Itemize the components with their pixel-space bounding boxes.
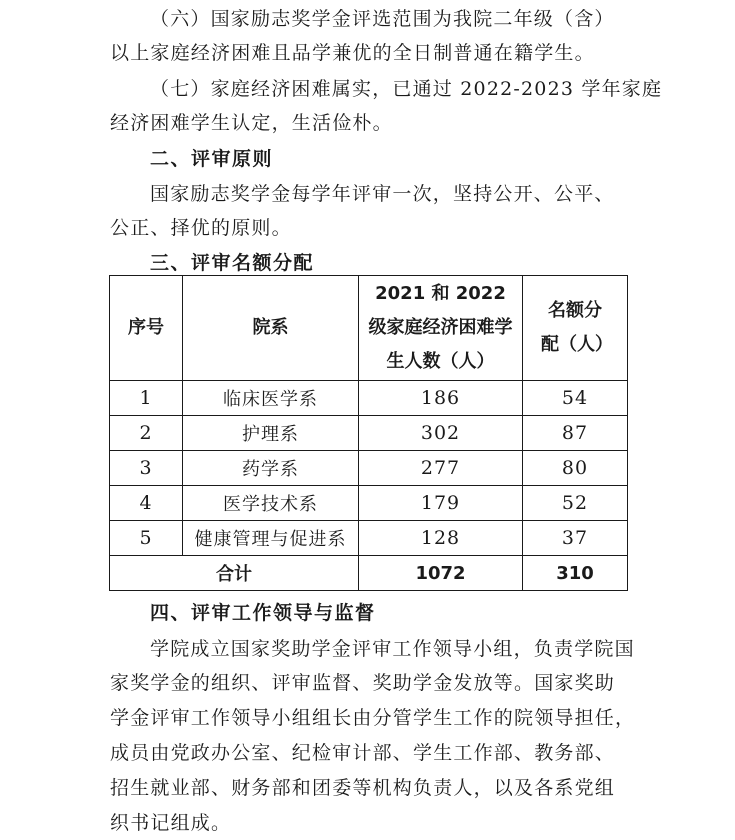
cell-students: 128 [359, 521, 523, 556]
section-heading-leadership: 四、评审工作领导与监督 [150, 602, 376, 624]
section-heading-principles: 二、评审原则 [150, 148, 274, 170]
leadership-line-4: 成员由党政办公室、纪检审计部、学生工作部、教务部、 [110, 742, 616, 764]
cell-quota: 54 [523, 381, 628, 416]
leadership-line-3: 学金评审工作领导小组组长由分管学生工作的院领导担任， [110, 707, 636, 729]
cell-students: 186 [359, 381, 523, 416]
table-row [110, 381, 628, 416]
cell-dept: 护理系 [183, 416, 359, 451]
header-students: 2021 和 2022 级家庭经济困难学生人数（人） [359, 276, 523, 381]
cell-seq: 3 [110, 451, 183, 486]
cell-dept: 医学技术系 [183, 486, 359, 521]
table-row [110, 521, 628, 556]
paragraph-6-line-1: （六）国家励志奖学金评选范围为我院二年级（含） [150, 8, 615, 30]
cell-quota: 52 [523, 486, 628, 521]
paragraph-6-line-2: 以上家庭经济困难且品学兼优的全日制普通在籍学生。 [110, 42, 595, 64]
cell-dept: 临床医学系 [183, 381, 359, 416]
table-row [110, 416, 628, 451]
principles-line-1: 国家励志奖学金每学年评审一次，坚持公开、公平、 [150, 183, 615, 205]
cell-seq: 5 [110, 521, 183, 556]
table-total-row [110, 556, 628, 591]
leadership-line-5: 招生就业部、财务部和团委等机构负责人，以及各系党组 [110, 777, 616, 799]
leadership-line-6: 织书记组成。 [110, 812, 232, 834]
total-label: 合计 [110, 556, 359, 591]
cell-seq: 2 [110, 416, 183, 451]
paragraph-7-line-2: 经济困难学生认定，生活俭朴。 [110, 112, 393, 134]
paragraph-7-line-1: （七）家庭经济困难属实，已通过 2022-2023 学年家庭 [150, 78, 663, 100]
cell-dept: 健康管理与促进系 [183, 521, 359, 556]
total-students: 1072 [359, 556, 523, 591]
table-row [110, 486, 628, 521]
cell-students: 302 [359, 416, 523, 451]
quota-table [109, 275, 628, 591]
cell-seq: 4 [110, 486, 183, 521]
table-header-row [110, 276, 628, 381]
cell-students: 277 [359, 451, 523, 486]
total-quota: 310 [523, 556, 628, 591]
cell-seq: 1 [110, 381, 183, 416]
table-row [110, 451, 628, 486]
cell-quota: 80 [523, 451, 628, 486]
header-seq: 序号 [110, 276, 183, 381]
cell-quota: 87 [523, 416, 628, 451]
cell-quota: 37 [523, 521, 628, 556]
header-quota: 名额分配（人） [523, 276, 628, 381]
cell-dept: 药学系 [183, 451, 359, 486]
principles-line-2: 公正、择优的原则。 [110, 217, 292, 239]
leadership-line-2: 家奖学金的组织、评审监督、奖助学金发放等。国家奖助 [110, 672, 616, 694]
leadership-line-1: 学院成立国家奖助学金评审工作领导小组，负责学院国 [150, 638, 635, 660]
header-dept: 院系 [183, 276, 359, 381]
cell-students: 179 [359, 486, 523, 521]
section-heading-quota: 三、评审名额分配 [150, 252, 315, 274]
